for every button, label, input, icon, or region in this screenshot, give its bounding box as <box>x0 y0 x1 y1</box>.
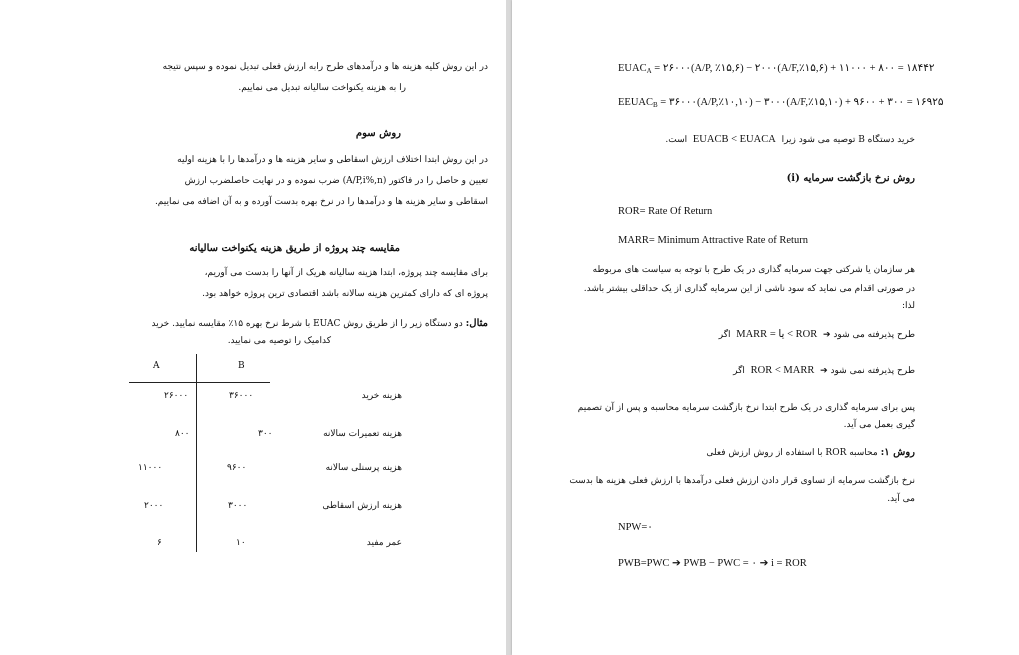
ror-title: روش نرخ بازگشت سرمایه (i) <box>786 173 915 184</box>
table-cell-a: ۸۰۰ <box>175 429 190 439</box>
method3-line-1: در این روش ابتدا اختلاف ارزش اسقاطی و سایر هزینه ها و درآمدها را با هزینه اولیه <box>177 155 488 165</box>
table-cell-b: ۹۶۰۰ <box>227 463 247 473</box>
table-cell-b: ۳۰۰ <box>258 429 273 439</box>
condition-reject: طرح پذیرفته نمی شود ➔ ROR < MARR اگر <box>733 365 915 376</box>
para3-line-1: نرخ بازگشت سرمایه از تساوی قرار دادن ارزش فعلی درآمدها با ارزش فعلی هزینه ها بدست <box>569 476 915 486</box>
arrow-icon: ➔ <box>820 366 828 376</box>
intro-line-2: را به هزینه یکنواخت سالیانه تبدیل می نماییم. <box>238 83 406 93</box>
table-cell-a: ۲۰۰۰ <box>144 501 164 511</box>
table-divider <box>196 354 197 552</box>
recommendation: خرید دستگاه B توصیه می شود زیرا EUACB < EUACA است. <box>665 134 915 145</box>
example-line-1 <box>151 314 488 334</box>
compare-line-2: پروژه ای که دارای کمترین هزینه سالانه باشد اقتصادی ترین پروژه خواهد بود. <box>202 289 488 299</box>
equation-euac-a: $EUAC_A$ = ۲۶۰۰۰(A/P, ٪۱۵,۶) − ۲۰۰۰(A/F,٪۱۵,۶) + ۱۱۰۰۰ + ۸۰۰ = ۱۸۴۴۲ <box>618 63 935 75</box>
table-cell-a: ۱۱۰۰۰ <box>138 463 163 473</box>
para1-line-3: لذا: <box>902 301 915 311</box>
marr-definition: MARR= Minimum Attractive Rate of Return <box>618 235 808 246</box>
method3-line-3: اسقاطی و سایر هزینه ها و درآمدها را در نرخ بهره بدست آورده و به آن اضافه می نماییم. <box>154 197 488 207</box>
example-line-2: کدامیک را توصیه می نمایید. <box>227 336 331 346</box>
example-label: مثال: <box>465 318 488 329</box>
ror-definition: ROR= Rate Of Return <box>618 206 713 217</box>
method1-line: روش ۱: محاسبه ROR با استفاده از روش ارزش فعلی <box>706 447 915 458</box>
method3-title: روش سوم <box>355 128 401 139</box>
npw-equation: NPW=۰ <box>618 522 653 533</box>
final-equation: PWB=PWC ➔ PWB − PWC = ۰ ➔ i = ROR <box>618 558 807 569</box>
condition-accept: طرح پذیرفته می شود ➔ ROR > یا = MARR اگر <box>718 329 915 340</box>
right-page <box>512 0 1019 655</box>
compare-line-1: برای مقایسه چند پروژه، ابتدا هزینه سالیانه هریک از آنها را بدست می آوریم، <box>204 268 488 278</box>
table-header-a: A <box>153 361 160 371</box>
table-row-label: هزینه ارزش اسقاطی <box>322 501 402 511</box>
equation-euac-b: $EEUAC_B$ = ۳۶۰۰۰(A/P,٪۱۰,۱۰) − ۳۰۰۰(A/F,٪۱۵,۱۰) + ۹۶۰۰ + ۳۰۰ = ۱۶۹۲۵ <box>618 97 944 109</box>
table-row-label: عمر مفید <box>366 538 402 548</box>
table-cell-b: ۳۰۰۰ <box>228 501 248 511</box>
arrow-icon: ➔ <box>822 330 831 340</box>
intro-line-1: در این روش کلیه هزینه ها و درآمدهای طرح رابه ارزش فعلی تبدیل نموده و سپس نتیجه <box>162 62 488 72</box>
left-page <box>0 0 506 655</box>
table-cell-b: ۱۰ <box>236 538 246 548</box>
para1-line-1: هر سازمان یا شرکتی جهت سرمایه گذاری در یک طرح با توجه به سیاست های مربوطه <box>592 265 915 275</box>
table-row-label: هزینه خرید <box>361 391 402 401</box>
para2-line-1: پس برای سرمایه گذاری در یک طرح ابتدا نرخ بازگشت سرمایه محاسبه و پس از آن تصمیم <box>577 403 915 413</box>
method3-line-2: تعیین و حاصل را در فاکتور (A/P,i%,n) ضرب نموده و در نهایت حاصلضرب ارزش <box>184 176 488 186</box>
table-cell-b: ۳۶۰۰۰ <box>229 391 254 401</box>
para3-line-2: می آید. <box>887 494 915 504</box>
table-cell-a: ۶ <box>157 538 162 548</box>
para1-line-2: در صورتی اقدام می نماید که سود ناشی از این سرمایه گذاری از یک حداقلی بیشتر باشد. <box>583 284 915 294</box>
compare-title: مقایسه چند پروژه از طریق هزینه یکنواخت سالیانه <box>189 243 400 254</box>
para2-line-2: گیری بعمل می آید. <box>843 420 915 430</box>
table-row-label: هزینه پرسنلی سالانه <box>325 463 402 473</box>
table-row-label: هزینه تعمیرات سالانه <box>323 429 402 439</box>
table-cell-a: ۲۶۰۰۰ <box>164 391 189 401</box>
table-header-line <box>129 382 270 383</box>
example-text: دو دستگاه زیر را از طریق روش EUAC با شرط نرخ بهره ۱۵٪ مقایسه نمایید. خرید <box>151 319 463 329</box>
table-header-b: B <box>238 361 245 371</box>
